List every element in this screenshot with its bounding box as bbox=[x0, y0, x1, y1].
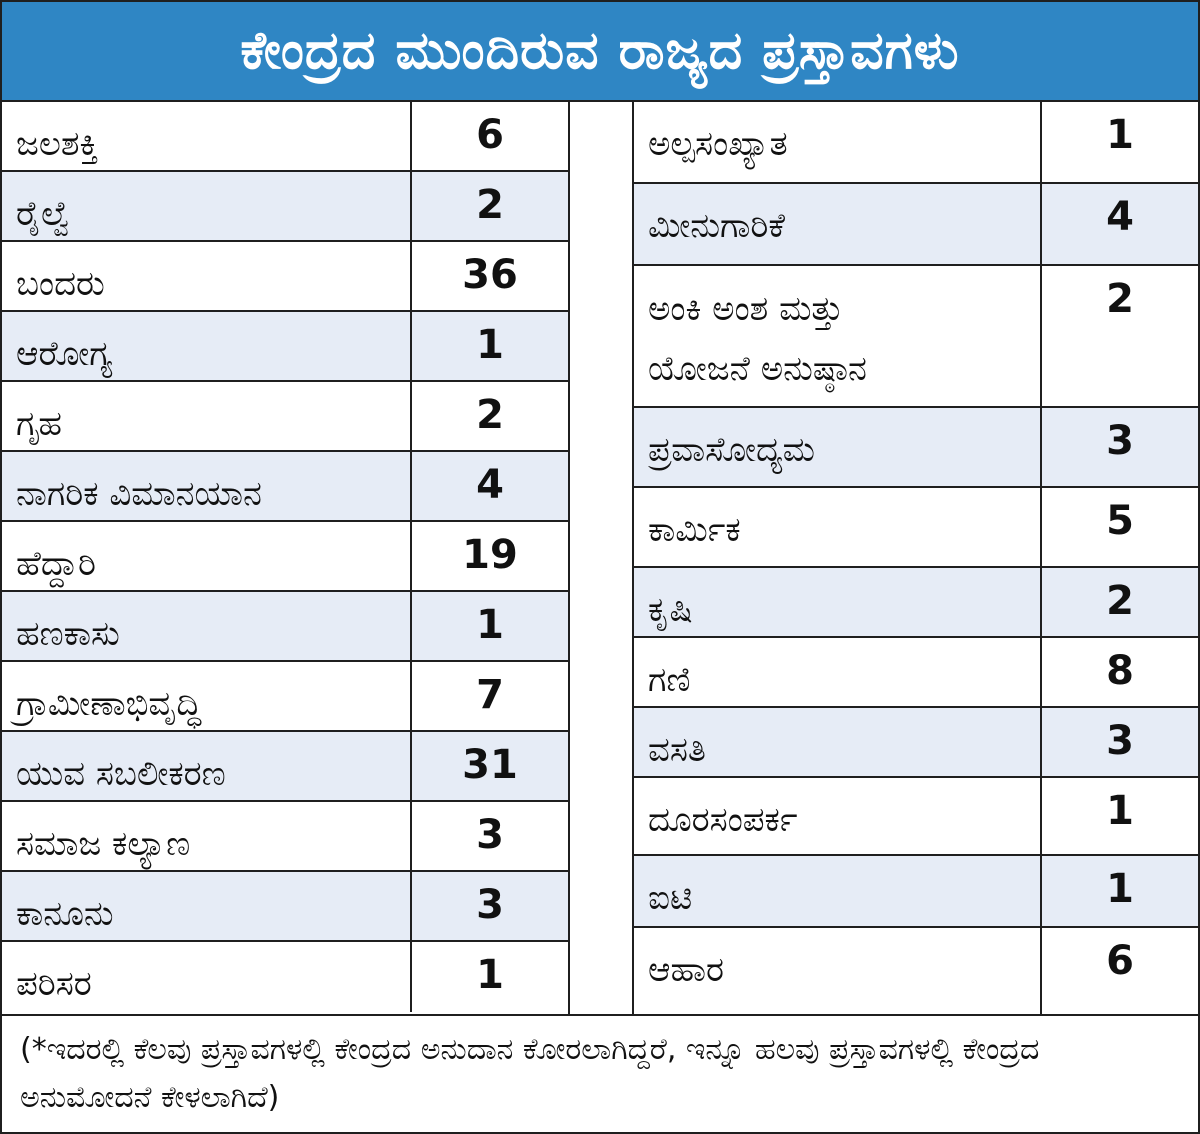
row-value: 36 bbox=[462, 252, 518, 298]
table-row bbox=[634, 266, 1198, 408]
table-row bbox=[634, 928, 1198, 1014]
table-row bbox=[634, 708, 1198, 778]
table-row bbox=[2, 102, 568, 172]
row-value: 2 bbox=[1106, 578, 1134, 624]
footnote: (*ಇದರಲ್ಲಿ ಕೆಲವು ಪ್ರಸ್ತಾವಗಳಲ್ಲಿ ಕೇಂದ್ರದ ಅನುದಾನ ಕೋರಲಾಗಿದ್ದರೆ, ಇನ್ನೂ ಹಲವು ಪ್ರಸ್ತಾವಗಳಲ್ಲಿ ಕೇಂದ್ರದ ಅನುಮೋದನೆ ಕೇಳಲಾಗಿದೆ) bbox=[2, 1014, 1198, 1132]
row-label: ಜಲಶಕ್ತಿ bbox=[2, 102, 412, 170]
row-value: 4 bbox=[476, 462, 504, 508]
table-row bbox=[634, 856, 1198, 928]
row-label: ಗ್ರಾಮೀಣಾಭಿವೃದ್ಧಿ bbox=[2, 662, 412, 730]
table-row bbox=[634, 488, 1198, 568]
table-row bbox=[634, 184, 1198, 266]
row-value: 3 bbox=[1106, 418, 1134, 464]
row-value: 2 bbox=[476, 392, 504, 438]
table-row bbox=[634, 638, 1198, 708]
row-value: 8 bbox=[1106, 648, 1134, 694]
row-value: 19 bbox=[462, 532, 518, 578]
row-value: 3 bbox=[1106, 718, 1134, 764]
row-label: ರೈಲ್ವೆ bbox=[2, 172, 412, 240]
page-title: ಕೇಂದ್ರದ ಮುಂದಿರುವ ರಾಜ್ಯದ ಪ್ರಸ್ತಾವಗಳು bbox=[2, 2, 1198, 102]
table-row bbox=[2, 312, 568, 382]
row-label: ಅಂಕಿ ಅಂಶ ಮತ್ತು ಯೋಜನೆ ಅನುಷ್ಠಾನ bbox=[634, 266, 1042, 406]
row-label: ಹಣಕಾಸು bbox=[2, 592, 412, 660]
row-value: 2 bbox=[1106, 276, 1134, 322]
right-column bbox=[632, 102, 1198, 1014]
row-label: ಮೀನುಗಾರಿಕೆ bbox=[634, 184, 1042, 264]
row-value: 2 bbox=[476, 182, 504, 228]
table-row bbox=[2, 592, 568, 662]
table-row bbox=[2, 942, 568, 1012]
table-row bbox=[634, 102, 1198, 184]
row-value: 1 bbox=[476, 952, 504, 998]
table-row bbox=[634, 778, 1198, 856]
row-label: ಹೆದ್ದಾರಿ bbox=[2, 522, 412, 590]
table-row bbox=[2, 382, 568, 452]
row-label: ಸಮಾಜ ಕಲ್ಯಾಣ bbox=[2, 802, 412, 870]
left-column bbox=[2, 102, 570, 1014]
row-value: 1 bbox=[1106, 788, 1134, 834]
row-label: ಗೃಹ bbox=[2, 382, 412, 450]
row-value: 1 bbox=[1106, 112, 1134, 158]
row-label: ಕಾನೂನು bbox=[2, 872, 412, 940]
row-value: 3 bbox=[476, 882, 504, 928]
table-row bbox=[634, 568, 1198, 638]
row-label: ಅಲ್ಪಸಂಖ್ಯಾತ bbox=[634, 102, 1042, 182]
row-label: ನಾಗರಿಕ ವಿಮಾನಯಾನ bbox=[2, 452, 412, 520]
row-value: 6 bbox=[476, 112, 504, 158]
table-row bbox=[2, 872, 568, 942]
row-label: ಯುವ ಸಬಲೀಕರಣ bbox=[2, 732, 412, 800]
row-value: 6 bbox=[1106, 938, 1134, 984]
row-value: 3 bbox=[476, 812, 504, 858]
row-value: 31 bbox=[462, 742, 518, 788]
table-row bbox=[2, 522, 568, 592]
row-label: ಕೃಷಿ bbox=[634, 568, 1042, 636]
row-label: ಆರೋಗ್ಯ bbox=[2, 312, 412, 380]
row-label: ಆಹಾರ bbox=[634, 928, 1042, 1014]
row-label: ಐಟಿ bbox=[634, 856, 1042, 926]
table-row bbox=[634, 408, 1198, 488]
table-row bbox=[2, 452, 568, 522]
table-row bbox=[2, 732, 568, 802]
row-label: ಕಾರ್ಮಿಕ bbox=[634, 488, 1042, 566]
column-gap bbox=[570, 102, 632, 1014]
table-row bbox=[2, 172, 568, 242]
table-row bbox=[2, 802, 568, 872]
row-label: ದೂರಸಂಪರ್ಕ bbox=[634, 778, 1042, 854]
row-label: ಪ್ರವಾಸೋದ್ಯಮ bbox=[634, 408, 1042, 486]
row-value: 4 bbox=[1106, 194, 1134, 240]
row-value: 5 bbox=[1106, 498, 1134, 544]
row-label: ಬಂದರು bbox=[2, 242, 412, 310]
row-value: 1 bbox=[1106, 866, 1134, 912]
row-label: ಗಣಿ bbox=[634, 638, 1042, 706]
table-row bbox=[2, 242, 568, 312]
row-label: ವಸತಿ bbox=[634, 708, 1042, 776]
row-value: 1 bbox=[476, 322, 504, 368]
table-row bbox=[2, 662, 568, 732]
row-label: ಪರಿಸರ bbox=[2, 942, 412, 1012]
row-value: 1 bbox=[476, 602, 504, 648]
row-value: 7 bbox=[476, 672, 504, 718]
